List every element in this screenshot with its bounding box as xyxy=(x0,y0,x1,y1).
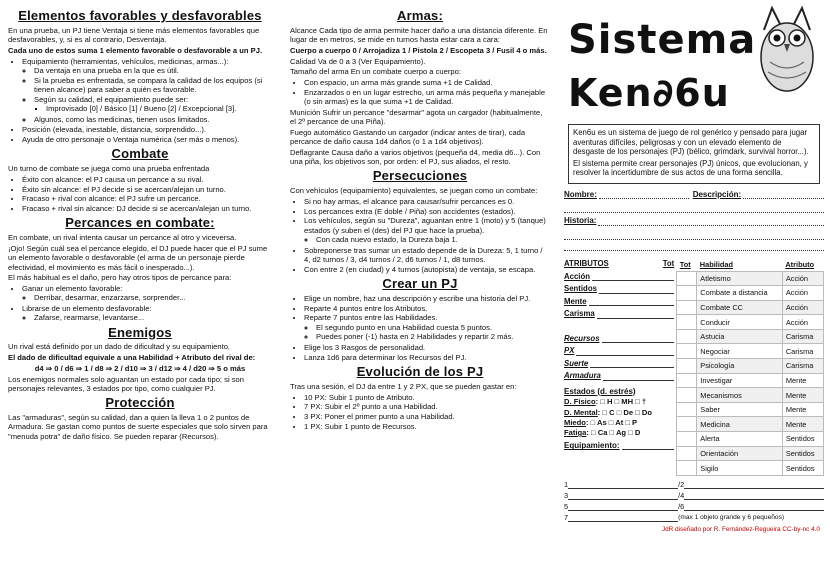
skill-name: Negociar xyxy=(697,344,783,359)
attribute-field[interactable] xyxy=(597,310,675,319)
heading-crear-pj: Crear un PJ xyxy=(382,275,458,291)
resource-field[interactable] xyxy=(576,347,674,356)
descripcion-label: Descripción: xyxy=(692,189,742,199)
list-item: ◦ Algunos, como las medicinas, tienen usos limitados. xyxy=(34,115,272,124)
state-row[interactable]: Miedo: □ As □ At □ P xyxy=(564,417,638,427)
list-item: • Fracaso + rival sin alcance: DJ decide si se acercan/alejan un turno. xyxy=(22,204,272,213)
list-item: • Lanza 1d6 para determinar los Recursos del PJ. xyxy=(304,353,550,362)
equipment-field[interactable] xyxy=(622,441,675,450)
skills-header-row xyxy=(677,259,824,271)
attributes-block xyxy=(564,259,674,476)
list-item-text: Equipamiento (herramientas, vehículos, medicinas, armas...): xyxy=(22,56,229,66)
state-checkboxes[interactable]: □ Ca □ Ag □ D xyxy=(591,428,641,437)
list-item: ▪ Improvisado [0] / Básico [1] / Bueno [2] / Excepcional [3]. xyxy=(46,104,272,113)
attribute-row[interactable] xyxy=(564,269,674,282)
list-item: • Fracaso + rival con alcance: el PJ sufre un percance. xyxy=(22,194,272,203)
crear-list xyxy=(290,294,550,362)
table-row xyxy=(677,271,824,286)
attribute-row[interactable] xyxy=(564,294,674,307)
equipment-row xyxy=(564,511,824,522)
heading-enemigos: Enemigos xyxy=(108,324,172,340)
table-row xyxy=(677,286,824,301)
table-row xyxy=(677,300,824,315)
equipment-field[interactable] xyxy=(684,502,824,511)
dice-table: d4 ⇒ 0 / d6 ⇒ 1 / d8 ⇒ 2 / d10 ⇒ 3 / d12 ⇒ 4 / d20 ⇒ 5 o más xyxy=(34,363,246,373)
descripcion-line[interactable] xyxy=(564,202,824,213)
state-name: D. Mental xyxy=(564,407,598,417)
historia-line[interactable] xyxy=(564,229,824,240)
resource-row[interactable] xyxy=(564,368,674,381)
list-item: • Con espacio, un arma más grande suma +1 de Calidad. xyxy=(304,78,550,87)
resource-name: Armadura xyxy=(564,371,601,380)
skill-attribute: Acción xyxy=(782,315,823,330)
paragraph: Calidad Va de 0 a 3 (Ver Equipamiento). xyxy=(290,56,426,66)
paragraph: Tamaño del arma En un combate cuerpo a cuerpo: xyxy=(290,67,461,77)
states-title: Estados (d. estrés) xyxy=(564,386,636,396)
skill-name: Alerta xyxy=(697,432,783,447)
historia-field[interactable] xyxy=(598,217,824,226)
paragraph: Alcance Cada tipo de arma permite hacer daño a una distancia diferente. En lugar de en metros, se mide en turnos hasta estar cara a cara: xyxy=(290,25,548,45)
list-item: ◦ El segundo punto en una Habilidad cuesta 5 puntos. xyxy=(316,323,550,332)
list-item: • Posición (elevada, inestable, distancia, sorprendido...). xyxy=(22,125,272,134)
resource-name: Recursos xyxy=(564,333,600,343)
skill-total-field[interactable] xyxy=(677,402,697,417)
skill-name: Conducir xyxy=(697,315,783,330)
skill-total-field[interactable] xyxy=(677,432,697,447)
list-item: • Si no hay armas, el alcance para causar/sufrir percances es 0. xyxy=(304,197,550,206)
list-item: • 10 PX: Subir 1 punto de Atributo. xyxy=(304,393,550,402)
equipment-field[interactable] xyxy=(568,480,678,489)
skills-header-tot: Tot xyxy=(679,260,691,270)
heading-evolucion: Evolución de los PJ xyxy=(356,364,484,380)
skill-total-field[interactable] xyxy=(677,315,697,330)
list-item: • Los percances extra (E doble / Piña) son accidentes (estados). xyxy=(304,207,550,216)
skill-name: Medicina xyxy=(697,417,783,432)
resource-name: PX xyxy=(564,346,575,355)
equipment-slot-label: /2 xyxy=(678,479,685,489)
skill-attribute: Sentidos xyxy=(782,446,823,461)
skill-attribute: Sentidos xyxy=(782,432,823,447)
evolucion-list xyxy=(290,393,550,432)
table-row xyxy=(677,432,824,447)
heading-percances: Percances en combate: xyxy=(65,215,215,231)
skill-attribute: Mente xyxy=(782,388,823,403)
skill-name: Sigilo xyxy=(697,461,783,476)
owl-icon xyxy=(752,2,822,94)
skill-name: Combate CC xyxy=(697,300,783,315)
resource-name: Suerte xyxy=(564,358,589,368)
state-name: Fatiga xyxy=(564,428,587,437)
percances-list xyxy=(8,284,272,323)
character-sheet-column xyxy=(558,0,830,586)
intro-box xyxy=(568,124,820,184)
intro-paragraph: El sistema permite crear personajes (PJ) únicos, que evolucionan, y resolver la incertidumbre de sus actos de una forma sencilla. xyxy=(573,158,808,177)
sub-list xyxy=(22,66,272,124)
skill-name: Astucia xyxy=(697,329,783,344)
resource-field[interactable] xyxy=(590,359,674,368)
list-item: • Éxito sin alcance: el PJ decide si se acercan/alejan un turno. xyxy=(22,185,272,194)
list-item-text: Los vehículos, según su "Dureza", aguantan entre 1 (moto) y 5 (tanque) estados (y suben el (des) del PJ que hace la prueba). xyxy=(304,216,546,235)
skill-name: Mecanismos xyxy=(697,388,783,403)
skills-header-attr: Atributo xyxy=(785,260,815,270)
attribute-field[interactable] xyxy=(589,297,675,306)
state-checkboxes[interactable]: □ As □ At □ P xyxy=(590,417,638,427)
paragraph: El dado de dificultad equivale a una Habilidad + Atributo del rival de: xyxy=(8,353,256,363)
brand-header xyxy=(564,0,824,120)
stats-sheet xyxy=(564,259,824,476)
skill-attribute: Acción xyxy=(782,271,823,286)
equipment-title-row xyxy=(564,441,674,451)
list-item xyxy=(22,304,272,323)
credit-line: JdR diseñado por R. Fernández-Regueira CC-by-nc 4.0 xyxy=(661,525,820,533)
skill-attribute: Mente xyxy=(782,373,823,388)
resource-row[interactable] xyxy=(564,343,674,356)
skill-total-field[interactable] xyxy=(677,344,697,359)
state-row[interactable]: Fatiga: □ Ca □ Ag □ D xyxy=(564,428,641,437)
tot-heading: Tot xyxy=(662,259,675,268)
skill-total-field[interactable] xyxy=(677,417,697,432)
list-item: ◦ Si la prueba es enfrentada, se compara la calidad de los equipos (si tienen alcance) para saber a quién es favorable. xyxy=(34,76,272,95)
attribute-row[interactable] xyxy=(564,306,674,319)
list-item: • Con entre 2 (en ciudad) y 4 turnos (autopista) de ventaja, se escapa. xyxy=(304,265,550,274)
paragraph: ¡Ojo! Según cuál sea el percance elegido, el DJ puede hacer que el PJ sume un elemento favorable o desfavorable (el arma de un personaje pierde efectividad, el movimiento es más fácil o inesperado...). xyxy=(8,244,268,272)
equipment-slot-label: /4 xyxy=(678,490,685,500)
table-row xyxy=(677,417,824,432)
table-row xyxy=(677,461,824,476)
list-item: • Elige un nombre, haz una descripción y escribe una historia del PJ. xyxy=(304,294,550,303)
list-item: • Enzarzados o en un lugar estrecho, un arma más pequeña y manejable (o sin armas) es la que suma +1 de Calidad. xyxy=(304,88,550,107)
attribute-name: Mente xyxy=(564,296,587,306)
skill-total-field[interactable] xyxy=(677,359,697,374)
state-checkboxes[interactable]: □ H □ MH □ † xyxy=(600,397,647,407)
equipment-slot-label: (max 1 objeto grande y 6 pequeños) xyxy=(678,513,785,521)
skill-name: Saber xyxy=(697,402,783,417)
equipment-row xyxy=(564,500,824,511)
list-item xyxy=(304,216,550,244)
heading-proteccion: Protección xyxy=(105,395,175,411)
paragraph: Un turno de combate se juega como una prueba enfrentada xyxy=(8,164,210,174)
descripcion-field[interactable] xyxy=(743,190,824,199)
attributes-header xyxy=(564,259,674,269)
skills-table xyxy=(676,259,824,476)
heading-armas: Armas: xyxy=(397,8,443,23)
list-item: • Sobreponerse tras sumar un estado depende de la Dureza: 5, 1 turno / 4, d2 turnos / 3, d4 turnos / 2, d6 turnos / 1, d8 turnos. xyxy=(304,246,550,265)
paragraph: Deflagrante Causa daño a varios objetivos (pequeña d4, media d6...). Con una piña, los objetivos son, por orden: el PJ, sus aliados, el resto. xyxy=(290,147,541,167)
skill-total-field[interactable] xyxy=(677,388,697,403)
paragraph: En una prueba, un PJ tiene Ventaja si tiene más elementos favorables que desfavorables, y, si es al contrario, Desventaja. xyxy=(8,25,260,45)
skills-body xyxy=(677,271,824,475)
equipment-slot-label: /6 xyxy=(678,501,685,511)
equipment-field[interactable] xyxy=(568,513,678,522)
attribute-name: Acción xyxy=(564,271,590,281)
paragraph: En combate, un rival intenta causar un percance al otro y viceversa. xyxy=(8,233,237,243)
favorables-list xyxy=(8,57,272,145)
table-row xyxy=(677,315,824,330)
table-row xyxy=(677,388,824,403)
equipment-slot-number: 5 xyxy=(564,501,569,511)
attribute-row[interactable] xyxy=(564,281,674,294)
attribute-name: Sentidos xyxy=(564,284,597,293)
resource-field[interactable] xyxy=(602,334,675,343)
list-item-text: Según su calidad, el equipamiento puede ser: xyxy=(34,94,189,104)
heading-persecuciones: Persecuciones xyxy=(372,168,468,184)
paragraph: Los enemigos normales solo aguantan un estado por cada tipo; si son personajes relevantes, 3 estados por tipo, como cualquier PJ. xyxy=(8,374,244,393)
list-item: • Ayuda de otro personaje o Ventaja numérica (ser más o menos). xyxy=(22,135,272,144)
skill-total-field[interactable] xyxy=(677,286,697,301)
paragraph: El más habitual es el daño, pero hay otros tipos de percance para: xyxy=(8,273,232,283)
spacer xyxy=(564,319,674,331)
paragraph: Las "armaduras", según su calidad, dan a quien la lleva 1 o 2 puntos de Armadura. Se gastan como puntos de suerte especiales que solo sirven para "menuda potra" de daño físico. Se pueden reparar (Recursos). xyxy=(8,413,268,441)
skills-header-skill: Habilidad xyxy=(699,260,734,270)
skill-name: Combate a distancia xyxy=(697,286,783,301)
list-item-text: Librarse de un elemento desfavorable: xyxy=(22,304,152,314)
paragraph: Fuego automático Gastando un cargador (indicar antes de tirar), cada percance de daño causa 1d4 daños (o 1 a 1d4 objetivos). xyxy=(290,127,526,147)
skill-attribute: Carisma xyxy=(782,329,823,344)
brand-title-line2: Ken∂6u xyxy=(568,71,730,115)
resource-field[interactable] xyxy=(603,372,674,381)
table-row xyxy=(677,373,824,388)
list-item: • Éxito con alcance: el PJ causa un percance a su rival. xyxy=(22,175,272,184)
table-row xyxy=(677,344,824,359)
skill-total-field[interactable] xyxy=(677,461,697,476)
persecuciones-list xyxy=(290,197,550,274)
historia-line[interactable] xyxy=(564,240,824,251)
paragraph: Un rival está definido por un dado de dificultad y su equipamiento. xyxy=(8,342,231,352)
equipment-field[interactable] xyxy=(568,491,678,500)
skill-total-field[interactable] xyxy=(677,373,697,388)
equipment-field[interactable] xyxy=(568,502,678,511)
armas-list xyxy=(290,78,550,106)
list-item: ◦ Con cada nuevo estado, la Dureza baja 1. xyxy=(316,235,550,244)
heading-combate: Combate xyxy=(111,146,169,162)
skill-attribute: Sentidos xyxy=(782,461,823,476)
skill-total-field[interactable] xyxy=(677,329,697,344)
equipment-list xyxy=(564,478,824,522)
list-item: • 3 PX: Poner el primer punto a una Habilidad. xyxy=(304,412,550,421)
skill-name: Atletismo xyxy=(697,271,783,286)
list-item xyxy=(22,284,272,303)
list-item-text: Reparte 7 puntos entre las Habilidades. xyxy=(304,313,438,323)
skill-name: Psicología xyxy=(697,359,783,374)
sub-list xyxy=(304,235,550,244)
table-row xyxy=(677,359,824,374)
skill-attribute: Mente xyxy=(782,417,823,432)
skill-name: Orientación xyxy=(697,446,783,461)
skill-attribute: Acción xyxy=(782,286,823,301)
sub-list xyxy=(22,313,272,322)
list-item-text: Ganar un elemento favorable: xyxy=(22,284,123,294)
list-item xyxy=(22,57,272,124)
left-column xyxy=(0,0,280,586)
skill-total-field[interactable] xyxy=(677,446,697,461)
intro-paragraph: Ken6u es un sistema de juego de rol genérico y pensado para jugar aventuras difíciles, peligrosas y con un elevado elemento de desgaste de los personajes (PJ) (bélico, grimdark, survival horror...). xyxy=(573,128,809,156)
sub-list xyxy=(22,293,272,302)
paragraph: Cuerpo a cuerpo 0 / Arrojadiza 1 / Pistola 2 / Escopeta 3 / Fusil 4 o más. xyxy=(290,45,547,55)
list-item xyxy=(34,95,272,114)
equipment-row xyxy=(564,478,824,489)
atributos-heading: ATRIBUTOS xyxy=(564,259,609,268)
attribute-field[interactable] xyxy=(599,285,674,294)
state-name: Miedo xyxy=(564,417,586,427)
skill-attribute: Carisma xyxy=(782,359,823,374)
combate-list xyxy=(8,175,272,214)
state-row[interactable]: D. Mental: □ C □ De □ Do xyxy=(564,407,653,417)
paragraph: Munición Sufrir un percance "desarmar" agota un cargador (habitualmente, el 2º percance de una Piña). xyxy=(290,107,543,127)
attribute-name: Carisma xyxy=(564,309,595,318)
paragraph: Cada uno de estos suma 1 elemento favorable o desfavorable a un PJ. xyxy=(8,45,263,55)
list-item: ◦ Derribar, desarmar, enzarzarse, sorprender... xyxy=(34,293,272,302)
equipment-slot-number: 7 xyxy=(564,512,569,522)
name-description-row xyxy=(564,190,824,200)
state-name: D. Físico xyxy=(564,397,596,407)
skill-total-field[interactable] xyxy=(677,300,697,315)
table-row xyxy=(677,402,824,417)
list-item: • 7 PX: Subir el 2º punto a una Habilidad. xyxy=(304,402,550,411)
heading-favorables: Elementos favorables y desfavorables xyxy=(18,8,262,23)
brand-title-line1: Sistema xyxy=(568,17,757,63)
sub-list xyxy=(304,323,550,342)
nombre-label: Nombre: xyxy=(564,189,597,199)
historia-row xyxy=(564,216,824,226)
historia-label: Historia: xyxy=(564,216,597,226)
state-row[interactable]: D. Físico: □ H □ MH □ † xyxy=(564,397,647,407)
attribute-field[interactable] xyxy=(592,272,674,281)
skill-attribute: Carisma xyxy=(782,344,823,359)
paragraph: Tras una sesión, el DJ da entre 1 y 2 PX, que se pueden gastar en: xyxy=(290,381,517,391)
skill-total-field[interactable] xyxy=(677,271,697,286)
resource-row[interactable] xyxy=(564,331,674,344)
list-item: • Reparte 4 puntos entre los Atributos. xyxy=(304,304,550,313)
sub-sub-list xyxy=(34,104,272,113)
skill-attribute: Acción xyxy=(782,300,823,315)
table-row xyxy=(677,446,824,461)
skill-attribute: Mente xyxy=(782,402,823,417)
paragraph: Con vehículos (equipamiento) equivalentes, se juegan como un combate: xyxy=(290,186,538,196)
equipment-slot-number: 3 xyxy=(564,490,569,500)
table-row xyxy=(677,329,824,344)
equipment-field[interactable] xyxy=(684,491,824,500)
resource-row[interactable] xyxy=(564,356,674,369)
equipment-slot-number: 1 xyxy=(564,479,569,489)
equipment-title: Equipamiento: xyxy=(564,441,620,451)
equipment-field[interactable] xyxy=(684,480,824,489)
list-item: • Elige los 3 Rasgos de personalidad. xyxy=(304,343,550,352)
equipment-row xyxy=(564,489,824,500)
nombre-field[interactable] xyxy=(599,190,689,199)
skill-name: Investigar xyxy=(697,373,783,388)
list-item xyxy=(304,313,550,341)
list-item: ◦ Zafarse, rearmarse, levantarse... xyxy=(34,313,272,322)
state-checkboxes[interactable]: □ C □ De □ Do xyxy=(602,407,653,417)
list-item: ◦ Puedes poner (-1) hasta en 2 Habilidades y repartir 2 más. xyxy=(316,332,550,341)
list-item: • 1 PX: Subir 1 punto de Recursos. xyxy=(304,422,550,431)
middle-column xyxy=(284,0,556,586)
list-item: ◦ Da ventaja en una prueba en la que es útil. xyxy=(34,66,272,75)
